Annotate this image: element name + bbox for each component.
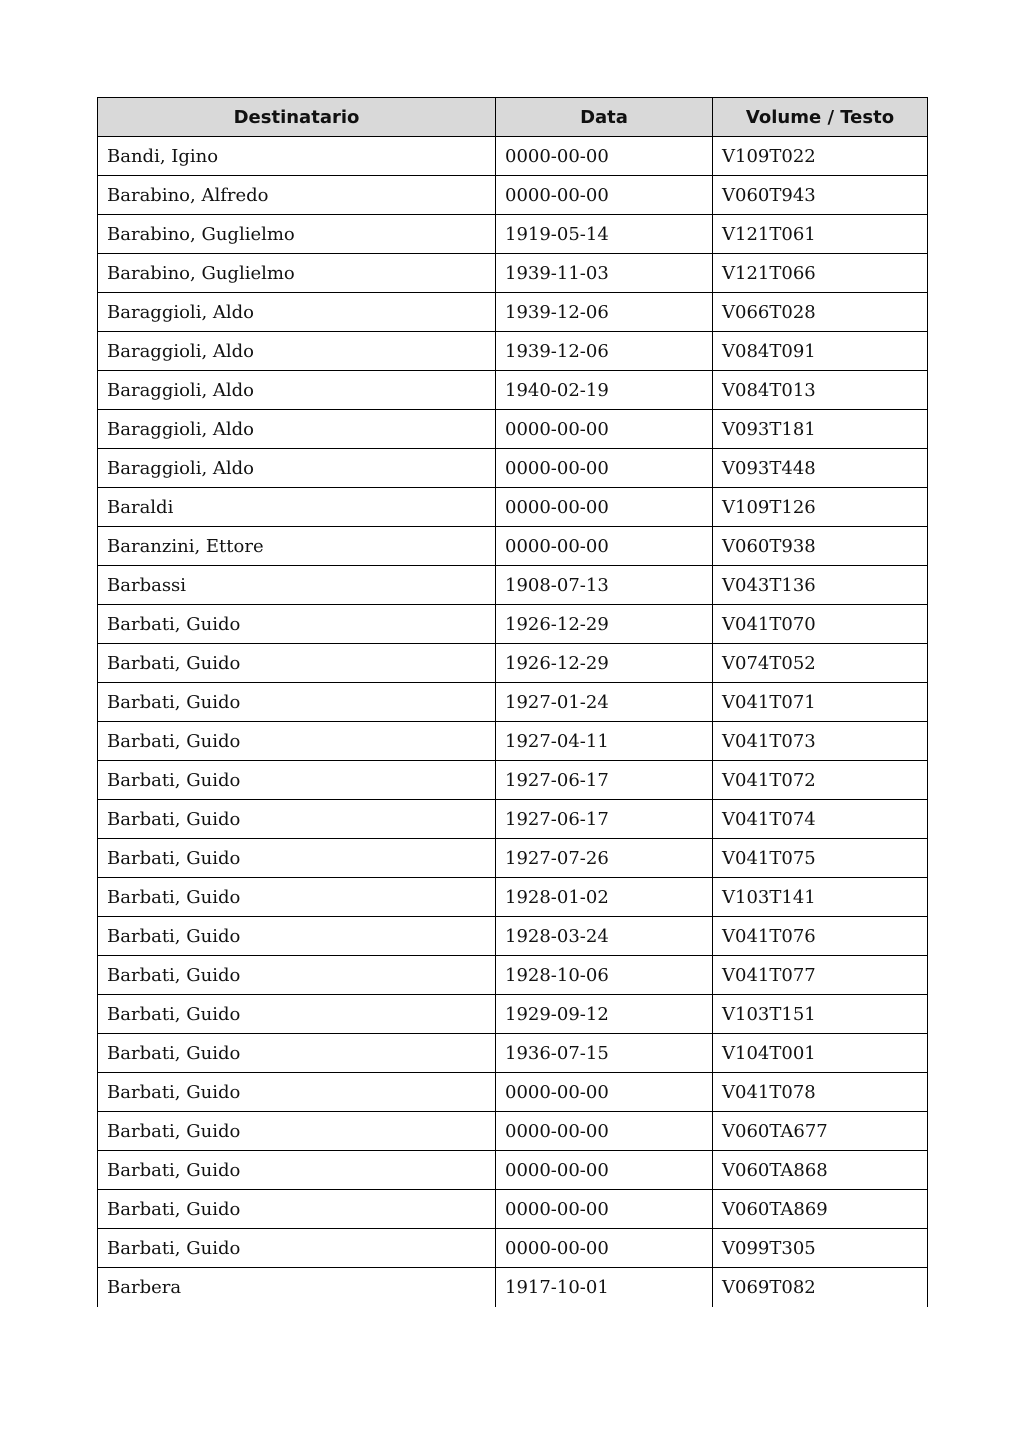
cell-destinatario: Barbati, Guido	[98, 995, 496, 1034]
cell-data: 0000-00-00	[496, 410, 713, 449]
cell-destinatario: Baranzini, Ettore	[98, 527, 496, 566]
cell-volume-testo: V041T070	[713, 605, 928, 644]
cell-data: 0000-00-00	[496, 137, 713, 176]
table-body	[98, 137, 928, 1307]
cell-volume-testo: V103T151	[713, 995, 928, 1034]
cell-data: 1928-03-24	[496, 917, 713, 956]
cell-volume-testo: V121T061	[713, 215, 928, 254]
cell-volume-testo: V066T028	[713, 293, 928, 332]
cell-data: 1927-07-26	[496, 839, 713, 878]
cell-destinatario: Barbati, Guido	[98, 917, 496, 956]
cell-data: 0000-00-00	[496, 449, 713, 488]
cell-destinatario: Barbati, Guido	[98, 1229, 496, 1268]
cell-data: 0000-00-00	[496, 527, 713, 566]
cell-volume-testo: V060T938	[713, 527, 928, 566]
cell-data: 1928-10-06	[496, 956, 713, 995]
cell-destinatario: Barbassi	[98, 566, 496, 605]
cell-volume-testo: V074T052	[713, 644, 928, 683]
cell-volume-testo: V103T141	[713, 878, 928, 917]
table-row	[98, 917, 928, 956]
table-row	[98, 1268, 928, 1307]
cell-destinatario: Barbati, Guido	[98, 722, 496, 761]
table-row	[98, 488, 928, 527]
letters-index-table	[97, 97, 928, 1307]
cell-destinatario: Baraldi	[98, 488, 496, 527]
cell-volume-testo: V121T066	[713, 254, 928, 293]
cell-data: 0000-00-00	[496, 1073, 713, 1112]
cell-data: 1939-12-06	[496, 332, 713, 371]
cell-destinatario: Barabino, Guglielmo	[98, 215, 496, 254]
table-header	[98, 98, 928, 137]
cell-volume-testo: V041T078	[713, 1073, 928, 1112]
table-row	[98, 839, 928, 878]
cell-destinatario: Barbati, Guido	[98, 956, 496, 995]
cell-data: 1940-02-19	[496, 371, 713, 410]
cell-destinatario: Barbati, Guido	[98, 878, 496, 917]
cell-data: 1926-12-29	[496, 605, 713, 644]
cell-volume-testo: V041T071	[713, 683, 928, 722]
table-row	[98, 137, 928, 176]
cell-data: 0000-00-00	[496, 1112, 713, 1151]
cell-data: 1928-01-02	[496, 878, 713, 917]
table-row	[98, 1229, 928, 1268]
cell-data: 1919-05-14	[496, 215, 713, 254]
table-row	[98, 605, 928, 644]
cell-destinatario: Barbati, Guido	[98, 1112, 496, 1151]
cell-volume-testo: V109T126	[713, 488, 928, 527]
cell-destinatario: Baraggioli, Aldo	[98, 371, 496, 410]
table-row	[98, 176, 928, 215]
cell-destinatario: Barbati, Guido	[98, 1073, 496, 1112]
cell-data: 0000-00-00	[496, 1190, 713, 1229]
cell-volume-testo: V041T075	[713, 839, 928, 878]
cell-data: 0000-00-00	[496, 488, 713, 527]
table-row	[98, 1112, 928, 1151]
cell-volume-testo: V084T013	[713, 371, 928, 410]
table-row	[98, 995, 928, 1034]
table-row	[98, 527, 928, 566]
cell-destinatario: Baraggioli, Aldo	[98, 449, 496, 488]
cell-data: 1939-11-03	[496, 254, 713, 293]
cell-volume-testo: V104T001	[713, 1034, 928, 1073]
cell-volume-testo: V093T448	[713, 449, 928, 488]
cell-volume-testo: V069T082	[713, 1268, 928, 1307]
cell-volume-testo: V041T076	[713, 917, 928, 956]
cell-destinatario: Barbera	[98, 1268, 496, 1307]
cell-data: 1927-06-17	[496, 800, 713, 839]
table-row	[98, 332, 928, 371]
cell-data: 1917-10-01	[496, 1268, 713, 1307]
cell-data: 1927-06-17	[496, 761, 713, 800]
table-row	[98, 254, 928, 293]
table-row	[98, 878, 928, 917]
cell-destinatario: Baraggioli, Aldo	[98, 410, 496, 449]
header-data: Data	[496, 98, 713, 137]
cell-data: 0000-00-00	[496, 1229, 713, 1268]
cell-volume-testo: V041T077	[713, 956, 928, 995]
cell-volume-testo: V060TA677	[713, 1112, 928, 1151]
table-row	[98, 800, 928, 839]
cell-volume-testo: V041T073	[713, 722, 928, 761]
table-row	[98, 1151, 928, 1190]
header-destinatario: Destinatario	[98, 98, 496, 137]
cell-destinatario: Barbati, Guido	[98, 800, 496, 839]
cell-volume-testo: V060T943	[713, 176, 928, 215]
cell-volume-testo: V093T181	[713, 410, 928, 449]
table-row	[98, 1190, 928, 1229]
table-row	[98, 293, 928, 332]
table-row	[98, 410, 928, 449]
table-row	[98, 644, 928, 683]
cell-data: 0000-00-00	[496, 1151, 713, 1190]
cell-data: 0000-00-00	[496, 176, 713, 215]
cell-data: 1908-07-13	[496, 566, 713, 605]
cell-volume-testo: V099T305	[713, 1229, 928, 1268]
cell-volume-testo: V060TA869	[713, 1190, 928, 1229]
table-row	[98, 449, 928, 488]
cell-destinatario: Barbati, Guido	[98, 1190, 496, 1229]
cell-data: 1939-12-06	[496, 293, 713, 332]
table-row	[98, 371, 928, 410]
cell-destinatario: Barbati, Guido	[98, 605, 496, 644]
cell-volume-testo: V084T091	[713, 332, 928, 371]
cell-data: 1927-04-11	[496, 722, 713, 761]
cell-volume-testo: V043T136	[713, 566, 928, 605]
header-row	[98, 98, 928, 137]
cell-volume-testo: V109T022	[713, 137, 928, 176]
table-row	[98, 215, 928, 254]
table-row	[98, 566, 928, 605]
cell-destinatario: Barbati, Guido	[98, 839, 496, 878]
table-row	[98, 956, 928, 995]
cell-destinatario: Barbati, Guido	[98, 1034, 496, 1073]
cell-data: 1929-09-12	[496, 995, 713, 1034]
cell-destinatario: Baraggioli, Aldo	[98, 332, 496, 371]
cell-destinatario: Barbati, Guido	[98, 644, 496, 683]
cell-destinatario: Barbati, Guido	[98, 761, 496, 800]
cell-destinatario: Bandi, Igino	[98, 137, 496, 176]
document-page	[97, 97, 927, 1307]
cell-data: 1926-12-29	[496, 644, 713, 683]
cell-destinatario: Barbati, Guido	[98, 683, 496, 722]
cell-destinatario: Barbati, Guido	[98, 1151, 496, 1190]
cell-destinatario: Barabino, Guglielmo	[98, 254, 496, 293]
table-row	[98, 1073, 928, 1112]
cell-data: 1927-01-24	[496, 683, 713, 722]
cell-destinatario: Barabino, Alfredo	[98, 176, 496, 215]
cell-destinatario: Baraggioli, Aldo	[98, 293, 496, 332]
table-row	[98, 761, 928, 800]
table-row	[98, 1034, 928, 1073]
table-row	[98, 722, 928, 761]
header-volume-testo: Volume / Testo	[713, 98, 928, 137]
table-row	[98, 683, 928, 722]
cell-volume-testo: V041T074	[713, 800, 928, 839]
cell-volume-testo: V041T072	[713, 761, 928, 800]
cell-volume-testo: V060TA868	[713, 1151, 928, 1190]
cell-data: 1936-07-15	[496, 1034, 713, 1073]
